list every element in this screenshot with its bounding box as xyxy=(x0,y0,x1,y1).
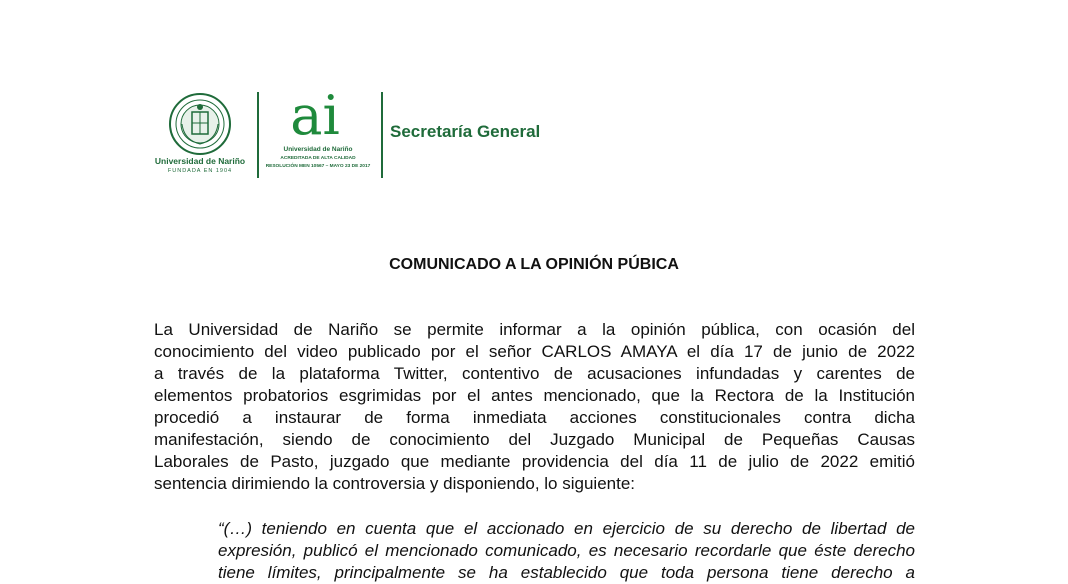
accreditation-text: ACREDITADA DE ALTA CALIDAD xyxy=(280,156,356,161)
paragraph-line: procedió a instaurar de forma inmediata acciones constitucionales contra dicha xyxy=(154,408,915,427)
quoted-ruling xyxy=(218,518,915,584)
paragraph-line: Laborales de Pasto, juzgado que mediante providencia del día 11 de julio de 2022 emitió xyxy=(154,452,915,471)
paragraph-line: conocimiento del video publicado por el señor CARLOS AMAYA el día 17 de junio de 2022 xyxy=(154,342,915,361)
resolution-text: RESOLUCIÓN MEN 10567 – MAYO 23 DE 2017 xyxy=(265,164,371,169)
divider xyxy=(381,92,383,178)
paragraph-line: sentencia dirimiendo la controversia y disponiendo, lo siguiente: xyxy=(154,474,636,493)
body-paragraph xyxy=(154,319,915,495)
document-title: COMUNICADO A LA OPINIÓN PÚBICA xyxy=(389,256,679,273)
quote-line: “(…) teniendo en cuenta que el accionado en ejercicio de su derecho de libertad de xyxy=(218,519,915,538)
paragraph-line: a través de la plataforma Twitter, contentivo de acusaciones infundadas y carentes de xyxy=(154,364,915,383)
university-seal-icon xyxy=(168,92,232,156)
paragraph-line: manifestación, siendo de conocimiento del Juzgado Municipal de Pequeñas Causas xyxy=(154,430,915,449)
founded-text: FUNDADA EN 1904 xyxy=(167,168,233,174)
university-name: Universidad de Nariño xyxy=(154,156,246,166)
ai-university-name: Universidad de Nariño xyxy=(283,146,353,153)
quote-line: tiene límites, principalmente se ha establecido que toda persona tiene derecho a xyxy=(218,563,915,582)
letterhead xyxy=(150,84,610,180)
quote-line: expresión, publicó el mencionado comunicado, es necesario recordarle que éste derecho xyxy=(218,541,915,560)
paragraph-line: La Universidad de Nariño se permite informar a la opinión pública, con ocasión del xyxy=(154,320,915,339)
ai-logo: ai xyxy=(290,84,340,147)
paragraph-line: elementos probatorios esgrimidas por el antes mencionado, que la Rectora de la Institución xyxy=(154,386,915,405)
unit-name: Secretaría General xyxy=(390,122,541,141)
